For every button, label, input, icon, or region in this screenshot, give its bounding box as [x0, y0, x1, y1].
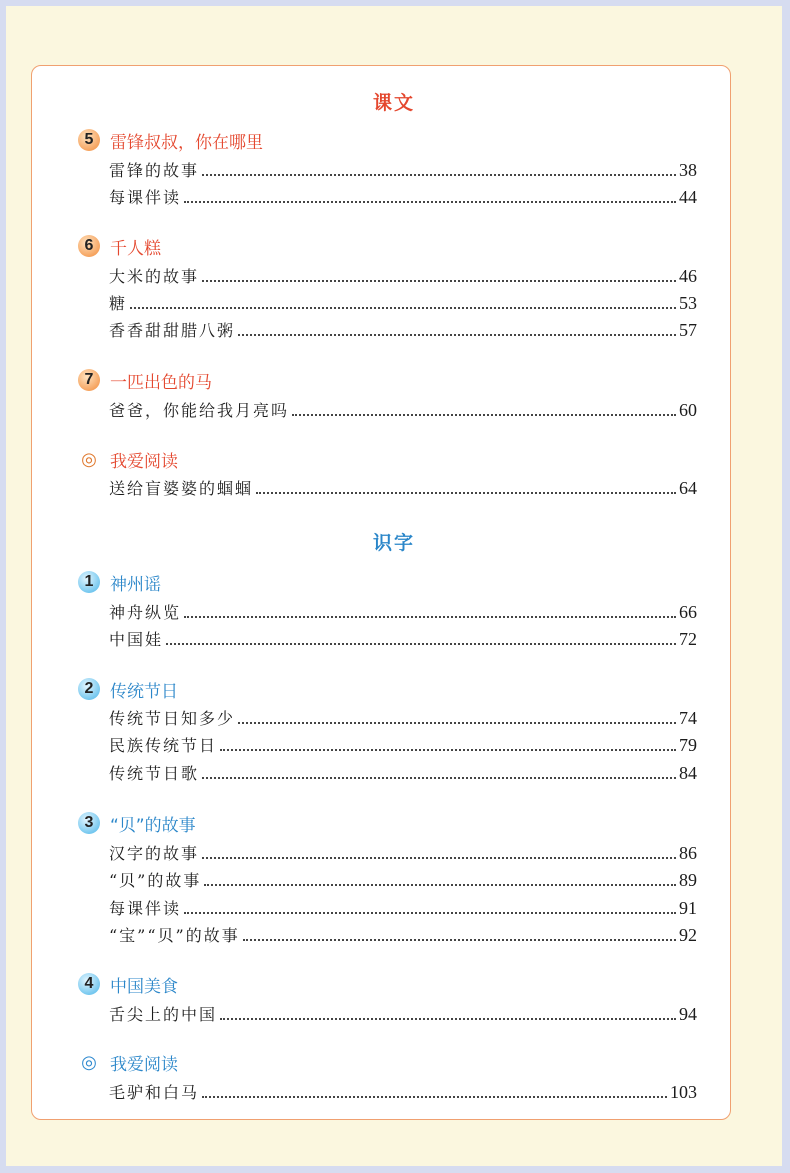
unit-7[interactable]	[78, 368, 212, 392]
toc-entry[interactable]	[109, 762, 697, 784]
entry-page: 72	[679, 629, 697, 649]
dot-leader	[184, 911, 676, 914]
entry-title: 每课伴读	[109, 188, 182, 207]
entry-title: 汉字的故事	[109, 844, 200, 863]
entry-page: 44	[679, 187, 697, 207]
toc-entry[interactable]	[109, 1003, 697, 1025]
entry-page: 89	[679, 870, 697, 890]
dot-leader	[202, 856, 676, 859]
dot-leader	[166, 642, 676, 645]
entry-page: 79	[679, 735, 697, 755]
entry-title: 糖	[109, 294, 128, 313]
entry-page: 53	[679, 293, 697, 313]
dot-leader	[220, 1017, 676, 1020]
dot-leader	[292, 413, 676, 416]
entry-title: 民族传统节日	[109, 736, 218, 755]
section-heading-kewen: 课文	[372, 92, 415, 114]
unit-number-badge: 5	[78, 129, 100, 151]
entry-page: 103	[670, 1082, 697, 1102]
unit-title: 我爱阅读	[110, 451, 178, 472]
toc-entry[interactable]	[109, 477, 697, 499]
entry-title: 中国娃	[109, 630, 164, 649]
toc-entry[interactable]	[109, 842, 697, 864]
unit-title: 雷锋叔叔，你在哪里	[110, 132, 263, 153]
unit-number-badge: 6	[78, 235, 100, 257]
unit-number-badge: 2	[78, 678, 100, 700]
dot-leader	[238, 721, 676, 724]
dot-leader	[202, 1095, 667, 1098]
dot-leader	[202, 279, 676, 282]
toc-entry[interactable]	[109, 707, 697, 729]
entry-page: 92	[679, 925, 697, 945]
toc-entry[interactable]	[109, 924, 697, 946]
unit-title: “贝”的故事	[110, 815, 196, 836]
entry-title: 舌尖上的中国	[109, 1005, 218, 1024]
toc-entry[interactable]	[109, 319, 697, 341]
unit-title: 神州谣	[110, 574, 161, 595]
entry-page: 84	[679, 763, 697, 783]
dot-leader	[202, 776, 676, 779]
entry-title: “贝”的故事	[109, 871, 202, 890]
unit-reading-1[interactable]	[78, 447, 178, 471]
unit-1[interactable]	[78, 570, 161, 594]
unit-number-badge: 4	[78, 973, 100, 995]
reading-ring-icon: ◎	[81, 448, 97, 469]
dot-leader	[220, 748, 676, 751]
unit-number-badge: 1	[78, 571, 100, 593]
entry-title: 香香甜甜腊八粥	[109, 321, 236, 340]
entry-title: 神舟纵览	[109, 603, 182, 622]
dot-leader	[130, 306, 676, 309]
entry-page: 66	[679, 602, 697, 622]
toc-entry[interactable]	[109, 897, 697, 919]
toc-entry[interactable]	[109, 399, 697, 421]
toc-entry[interactable]	[109, 1081, 697, 1103]
dot-leader	[243, 938, 676, 941]
unit-number-badge: 3	[78, 812, 100, 834]
entry-title: 大米的故事	[109, 267, 200, 286]
dot-leader	[184, 615, 676, 618]
toc-entry[interactable]	[109, 159, 697, 181]
toc-entry[interactable]	[109, 869, 697, 891]
entry-title: 传统节日知多少	[109, 709, 236, 728]
toc-entry[interactable]	[109, 186, 697, 208]
entry-page: 86	[679, 843, 697, 863]
unit-5[interactable]	[78, 128, 263, 152]
unit-title: 千人糕	[110, 238, 161, 259]
unit-6[interactable]	[78, 234, 161, 258]
entry-title: 毛驴和白马	[109, 1083, 200, 1102]
entry-title: 每课伴读	[109, 899, 182, 918]
entry-page: 38	[679, 160, 697, 180]
entry-page: 94	[679, 1004, 697, 1024]
toc-entry[interactable]	[109, 265, 697, 287]
dot-leader	[256, 491, 676, 494]
page	[6, 6, 782, 1166]
unit-reading-2[interactable]	[78, 1050, 178, 1074]
dot-leader	[238, 333, 676, 336]
entry-page: 46	[679, 266, 697, 286]
entry-title: “宝”“贝”的故事	[109, 926, 240, 945]
toc-entry[interactable]	[109, 292, 697, 314]
dot-leader	[184, 200, 676, 203]
toc-entry[interactable]	[109, 628, 697, 650]
entry-page: 57	[679, 320, 697, 340]
unit-title: 中国美食	[110, 976, 178, 997]
entry-page: 60	[679, 400, 697, 420]
entry-page: 91	[679, 898, 697, 918]
unit-2[interactable]	[78, 677, 178, 701]
entry-title: 雷锋的故事	[109, 161, 200, 180]
entry-title: 传统节日歌	[109, 764, 200, 783]
unit-number-badge: 7	[78, 369, 100, 391]
toc-entry[interactable]	[109, 734, 697, 756]
toc-entry[interactable]	[109, 601, 697, 623]
unit-title: 我爱阅读	[110, 1054, 178, 1075]
unit-title: 一匹出色的马	[110, 372, 212, 393]
unit-3[interactable]	[78, 811, 196, 835]
entry-title: 爸爸，你能给我月亮吗	[109, 401, 290, 420]
reading-ring-icon: ◎	[81, 1051, 97, 1072]
entry-page: 74	[679, 708, 697, 728]
dot-leader	[204, 883, 676, 886]
entry-page: 64	[679, 478, 697, 498]
entry-title: 送给盲婆婆的蝈蝈	[109, 479, 254, 498]
section-heading-shizi: 识字	[372, 532, 415, 554]
unit-4[interactable]	[78, 972, 178, 996]
unit-title: 传统节日	[110, 681, 178, 702]
dot-leader	[202, 173, 676, 176]
